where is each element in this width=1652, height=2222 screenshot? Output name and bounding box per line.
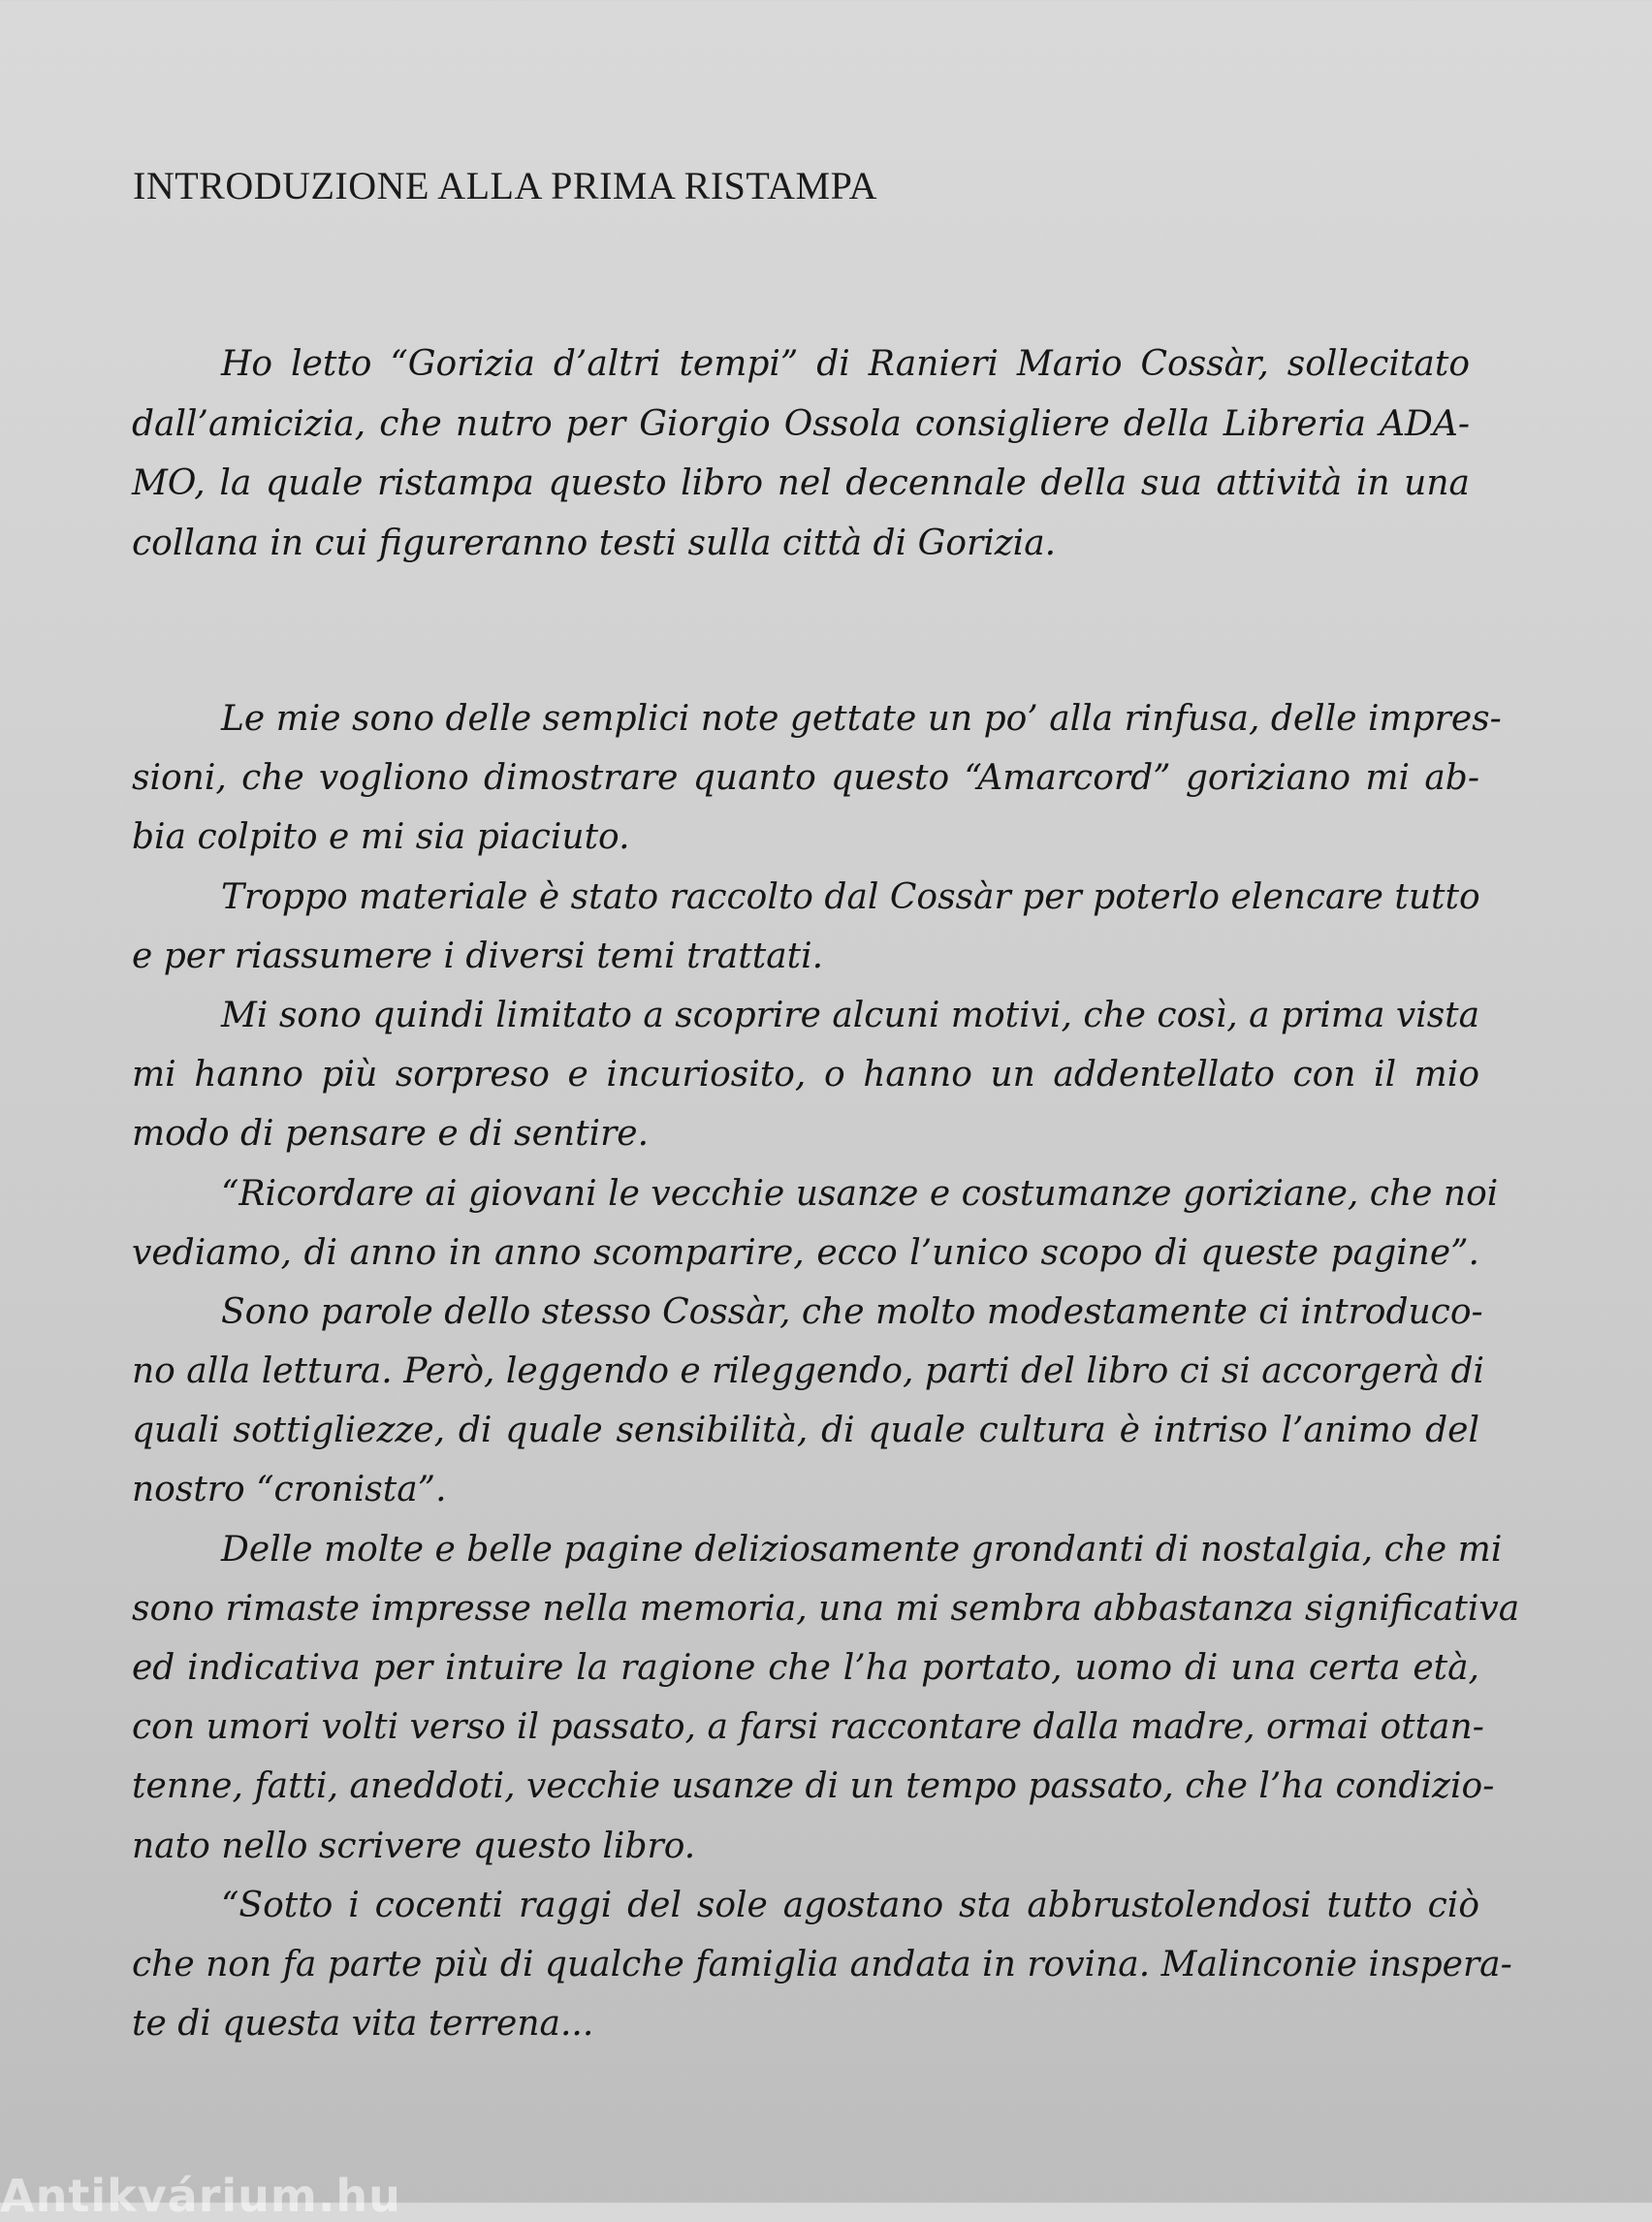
text-line: e per riassumere i diversi temi trattati. [132,936,824,976]
text-line: dall’amicizia, che nutro per Giorgio Ossola consigliere della Libreria ADA- [132,403,1470,444]
text-line: nostro “cronista”. [132,1470,447,1510]
text-line: bia colpito e mi sia piaciuto. [132,817,630,858]
text-line: con umori volti verso il passato, a farsi raccontare dalla madre, ormai ottan- [132,1707,1484,1748]
text-line: sono rimaste impresse nella memoria, una mi sembra abbastanza significativa [132,1588,1520,1629]
text-line: Sono parole dello stesso Cossàr, che molto modestamente ci introduco- [221,1291,1483,1332]
intro-paragraph [132,334,1470,573]
body-paragraphs [132,689,1520,2053]
text-line: nato nello scrivere questo libro. [132,1825,696,1866]
page-heading: INTRODUZIONE ALLA PRIMA RISTAMPA [133,164,878,207]
text-line: quali sottigliezze, di quale sensibilità, di quale cultura è intriso l’animo del [132,1411,1479,1451]
text-line: tenne, fatti, aneddoti, vecchie usanze di un tempo passato, che l’ha condizio- [132,1766,1495,1807]
text-line: modo di pensare e di sentire. [132,1114,650,1155]
text-line: Le mie sono delle semplici note gettate un po’ alla rinfusa, delle impres- [221,699,1502,739]
watermark: Antikvárium.hu [0,2170,401,2222]
text-line: che non fa parte più di qualche famiglia andata in rovina. Malinconie insperа- [132,1944,1512,1984]
text-line: vediamo, di anno in anno scomparire, ecco l’unico scopo di queste pagine”. [132,1232,1479,1273]
text-line: ed indicativa per intuire la ragione che l’ha portato, uomo di una certa età, [132,1648,1479,1688]
text-line: Troppo materiale è stato raccolto dal Cossàr per poterlo elencare tutto [221,876,1480,917]
text-line: “Ricordare ai giovani le vecchie usanze e costumanze goriziane, che noi [221,1173,1499,1214]
text-line: no alla lettura. Però, leggendo e rileggendo, parti del libro ci si accorgerà di [132,1351,1484,1392]
text-line: te di questa vita terrena... [132,2004,594,2045]
text-line: Delle molte e belle pagine deliziosamente grondanti di nostalgia, che mi [221,1529,1503,1570]
text-line: Ho letto “Gorizia d’altri tempi” di Ranieri Mario Cossàr, sollecitato [221,344,1470,384]
text-line: mi hanno più sorpreso e incuriosito, o hanno un addentellato con il mio [132,1055,1479,1095]
text-line: collana in cui figureranno testi sulla città di Gorizia. [132,523,1057,563]
text-line: sioni, che vogliono dimostrare quanto questo “Amarcord” goriziano mi ab- [132,758,1479,799]
text-line: Mi sono quindi limitato a scoprire alcuni motivi, che così, a prima vista [221,995,1480,1035]
text-line: “Sotto i cocenti raggi del sole agostano sta abbrustolendosi tutto ciò [221,1885,1479,1925]
text-line: MO, la quale ristampa questo libro nel decennale della sua attività in una [132,463,1470,503]
